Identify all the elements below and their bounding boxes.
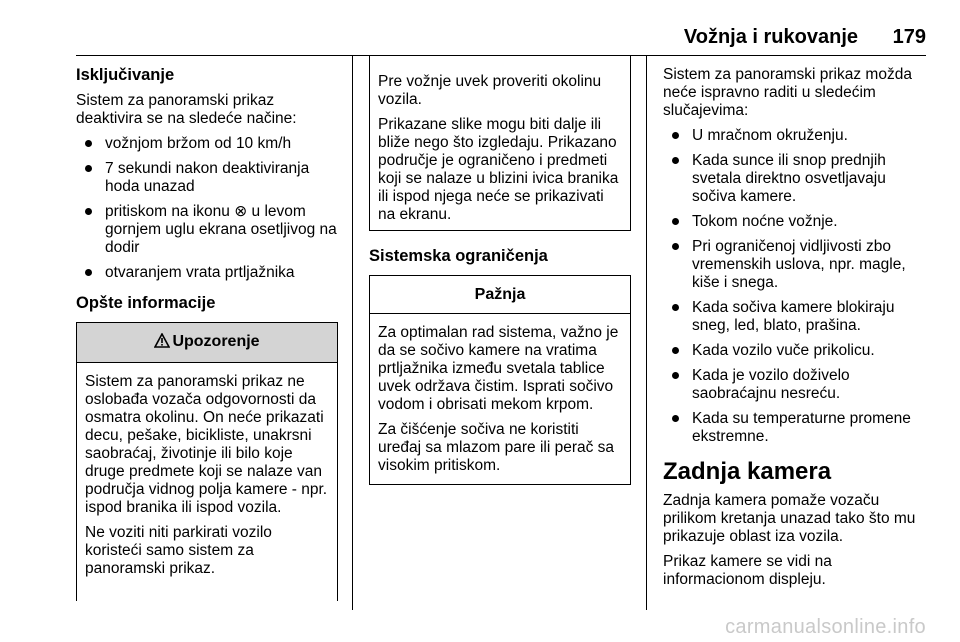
list-item: 7 sekundi nakon deaktiviranja hoda unazad xyxy=(76,160,338,196)
column-1 xyxy=(76,66,338,601)
list-item: Kada je vozilo doživelo saobraćajnu nesreću. xyxy=(663,367,925,403)
section-heading-zadnja-kamera: Zadnja kamera xyxy=(663,458,832,485)
section-heading-sistemska-ogranicenja: Sistemska ograničenja xyxy=(369,247,548,265)
bullet-icon xyxy=(672,304,679,311)
warning-paragraph-4: Prikazane slike mogu biti dalje ili bliže nego što izgledaju. Prikazano područje je ograničeno i predmeti koji se nalaze u blizini ivica branika ili ispod njega neće se prikazivati na ekranu. xyxy=(378,116,619,223)
limitations-intro: Sistem za panoramski prikaz možda neće ispravno raditi u sledećim slučajevima: xyxy=(663,66,912,119)
warning-paragraph-1: Sistem za panoramski prikaz ne oslobađa vozača odgovornosti da osmatra okolinu. On neće prikazati decu, pešake, bicikliste, unakrsni saobraćaj, životinje ili bilo koje druge predmete koji se nalaze van područja vidnog polja kamere - npr. ispod branika ili ispod vozila. xyxy=(85,373,328,516)
warning-header xyxy=(77,323,337,363)
list-item: Tokom noćne vožnje. xyxy=(663,213,925,231)
watermark: carmanualsonline.info xyxy=(725,616,926,638)
bullet-icon xyxy=(672,132,679,139)
notice-box xyxy=(369,275,631,485)
bullet-icon xyxy=(672,218,679,225)
warning-paragraph-3: Pre vožnje uvek proveriti okolinu vozila. xyxy=(378,73,602,108)
bullet-icon xyxy=(672,243,679,250)
intro-paragraph: Sistem za panoramski prikaz deaktivira se na sledeće načine: xyxy=(76,92,297,127)
column-3 xyxy=(663,66,925,596)
warning-body-continued xyxy=(370,55,630,233)
list-item: otvaranjem vrata prtljažnika xyxy=(76,264,338,282)
rear-camera-paragraph-1: Zadnja kamera pomaže vozaču prilikom kretanja unazad tako što mu prikazuje oblast iza vozila. xyxy=(663,492,916,545)
list-item: Kada sunce ili snop prednjih svetala direktno osvetljavaju sočiva kamere. xyxy=(663,152,925,206)
warning-body xyxy=(77,363,337,587)
list-item: pritiskom na ikonu ⊗ u levom gornjem uglu ekrana osetljivog na dodir xyxy=(76,203,338,257)
bullet-icon xyxy=(672,347,679,354)
page-number: 179 xyxy=(892,26,926,48)
limitations-list xyxy=(663,127,925,446)
bullet-icon xyxy=(672,157,679,164)
notice-paragraph-2: Za čišćenje sočiva ne koristiti uređaj sa mlazom pare ili perač sa visokim pritiskom. xyxy=(378,421,615,474)
list-item: Pri ograničenoj vidljivosti zbo vremenskih uslova, npr. magle, kiše i snega. xyxy=(663,238,925,292)
column-divider-1 xyxy=(352,55,353,610)
bullet-icon xyxy=(85,269,92,276)
section-heading-opste-informacije: Opšte informacije xyxy=(76,294,216,312)
list-item: vožnjom bržom od 10 km/h xyxy=(76,135,338,153)
deactivation-list xyxy=(76,135,338,282)
warning-triangle-icon xyxy=(154,333,170,353)
bullet-icon xyxy=(672,415,679,422)
bullet-icon xyxy=(85,140,92,147)
warning-title: Upozorenje xyxy=(172,333,260,350)
list-item: Kada su temperaturne promene ekstremne. xyxy=(663,410,925,446)
list-item: U mračnom okruženju. xyxy=(663,127,925,145)
warning-box xyxy=(76,322,338,601)
rear-camera-paragraph-2: Prikaz kamere se vidi na informacionom displeju. xyxy=(663,553,832,588)
list-item: Kada sočiva kamere blokiraju sneg, led, blato, prašina. xyxy=(663,299,925,335)
warning-box-continued xyxy=(369,55,631,231)
notice-paragraph-1: Za optimalan rad sistema, važno je da se sočivo kamere na vratima prtljažnika između svetala tablice uvek održava čistim. Isprati sočivo vodom i obrisati mekom krpom. xyxy=(378,324,619,413)
column-2 xyxy=(369,55,631,485)
running-header-title: Vožnja i rukovanje xyxy=(683,26,858,48)
bullet-icon xyxy=(672,372,679,379)
notice-body xyxy=(370,314,630,484)
notice-header: Pažnja xyxy=(370,276,630,314)
bullet-icon xyxy=(85,165,92,172)
section-heading-iskljucivanje: Isključivanje xyxy=(76,66,175,84)
list-item: Kada vozilo vuče prikolicu. xyxy=(663,342,925,360)
bullet-icon xyxy=(85,208,92,215)
warning-paragraph-2: Ne voziti niti parkirati vozilo koristeći samo sistem za panoramski prikaz. xyxy=(85,524,272,577)
column-divider-2 xyxy=(646,55,647,610)
